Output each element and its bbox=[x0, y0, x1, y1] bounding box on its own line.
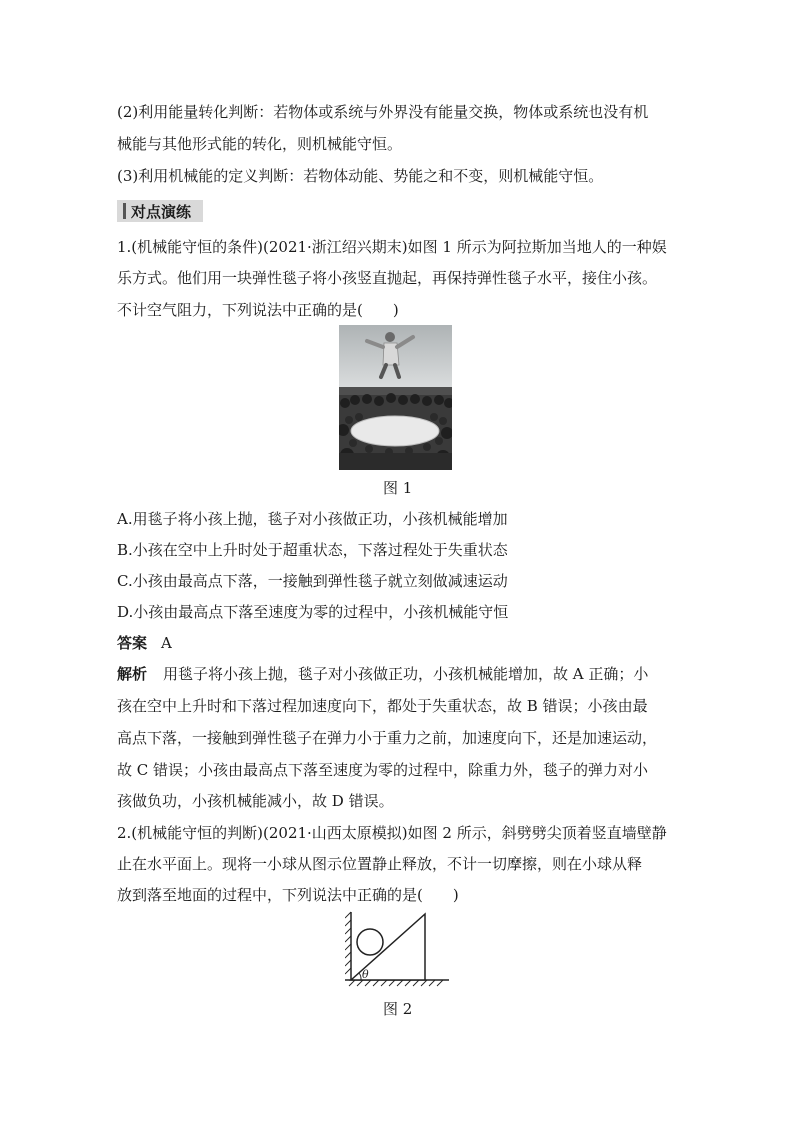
intro-line-2: 械能与其他形式能的转化，则机械能守恒。 bbox=[117, 135, 403, 153]
answer-value: A bbox=[161, 634, 172, 652]
q2-stem-line-1: 2.(机械能守恒的判断)(2021·山西太原模拟)如图 2 所示，斜劈劈尖顶着竖直墙壁静 bbox=[117, 824, 667, 842]
figure-2-wedge-diagram bbox=[345, 910, 450, 990]
wall-hatching bbox=[345, 912, 351, 974]
q1-stem-line-2: 乐方式。他们用一块弹性毯子将小孩竖直抛起，再保持弹性毯子水平，接住小孩。 bbox=[117, 269, 658, 287]
figure-1-caption: 图 1 bbox=[383, 479, 413, 497]
q1-analysis-line-4: 故 C 错误；小孩由最高点下落至速度为零的过程中，除重力外，毯子的弹力对小 bbox=[117, 761, 649, 779]
q1-stem-line-1: 1.(机械能守恒的条件)(2021·浙江绍兴期末)如图 1 所示为阿拉斯加当地人的一种娱 bbox=[117, 238, 667, 256]
q1-analysis-line-1 bbox=[117, 664, 648, 684]
analysis-text-1: 用毯子将小孩上抛，毯子对小孩做正功，小孩机械能增加，故 A 正确；小 bbox=[163, 665, 649, 683]
angle-label: θ bbox=[362, 968, 369, 981]
q2-stem-line-3: 放到落至地面的过程中，下列说法中正确的是( ) bbox=[117, 886, 459, 904]
section-title: 对点演练 bbox=[131, 203, 192, 221]
figure-2-caption: 图 2 bbox=[383, 1000, 413, 1018]
intro-line-3: (3)利用机械能的定义判断：若物体动能、势能之和不变，则机械能守恒。 bbox=[117, 167, 604, 185]
q1-analysis-line-5: 孩做负功，小孩机械能减小，故 D 错误。 bbox=[117, 792, 394, 810]
q1-option-c: C.小孩由最高点下落，一接触到弹性毯子就立刻做减速运动 bbox=[117, 572, 508, 590]
analysis-label: 解析 bbox=[117, 665, 148, 683]
section-marker bbox=[123, 203, 126, 219]
q1-option-b: B.小孩在空中上升时处于超重状态，下落过程处于失重状态 bbox=[117, 541, 508, 559]
figure-1-photo bbox=[339, 325, 452, 470]
q1-option-a: A.用毯子将小孩上抛，毯子对小孩做正功，小孩机械能增加 bbox=[117, 510, 508, 528]
q1-stem-line-3: 不计空气阻力，下列说法中正确的是( ) bbox=[117, 301, 399, 319]
q1-option-d: D.小孩由最高点下落至速度为零的过程中，小孩机械能守恒 bbox=[117, 603, 509, 621]
q1-analysis-line-2: 孩在空中上升时和下落过程加速度向下，都处于失重状态，故 B 错误；小孩由最 bbox=[117, 697, 648, 715]
q1-answer bbox=[117, 633, 172, 653]
section-header bbox=[117, 200, 203, 222]
answer-label: 答案 bbox=[117, 634, 148, 652]
intro-line-1: (2)利用能量转化判断：若物体或系统与外界没有能量交换，物体或系统也没有机 bbox=[117, 103, 649, 121]
blanket-toss-illustration bbox=[339, 325, 452, 470]
q2-stem-line-2: 止在水平面上。现将一小球从图示位置静止释放，不计一切摩擦，则在小球从释 bbox=[117, 855, 643, 873]
q1-analysis-line-3: 高点下落，一接触到弹性毯子在弹力小于重力之前，加速度向下，还是加速运动， bbox=[117, 729, 658, 747]
ball bbox=[357, 929, 383, 955]
